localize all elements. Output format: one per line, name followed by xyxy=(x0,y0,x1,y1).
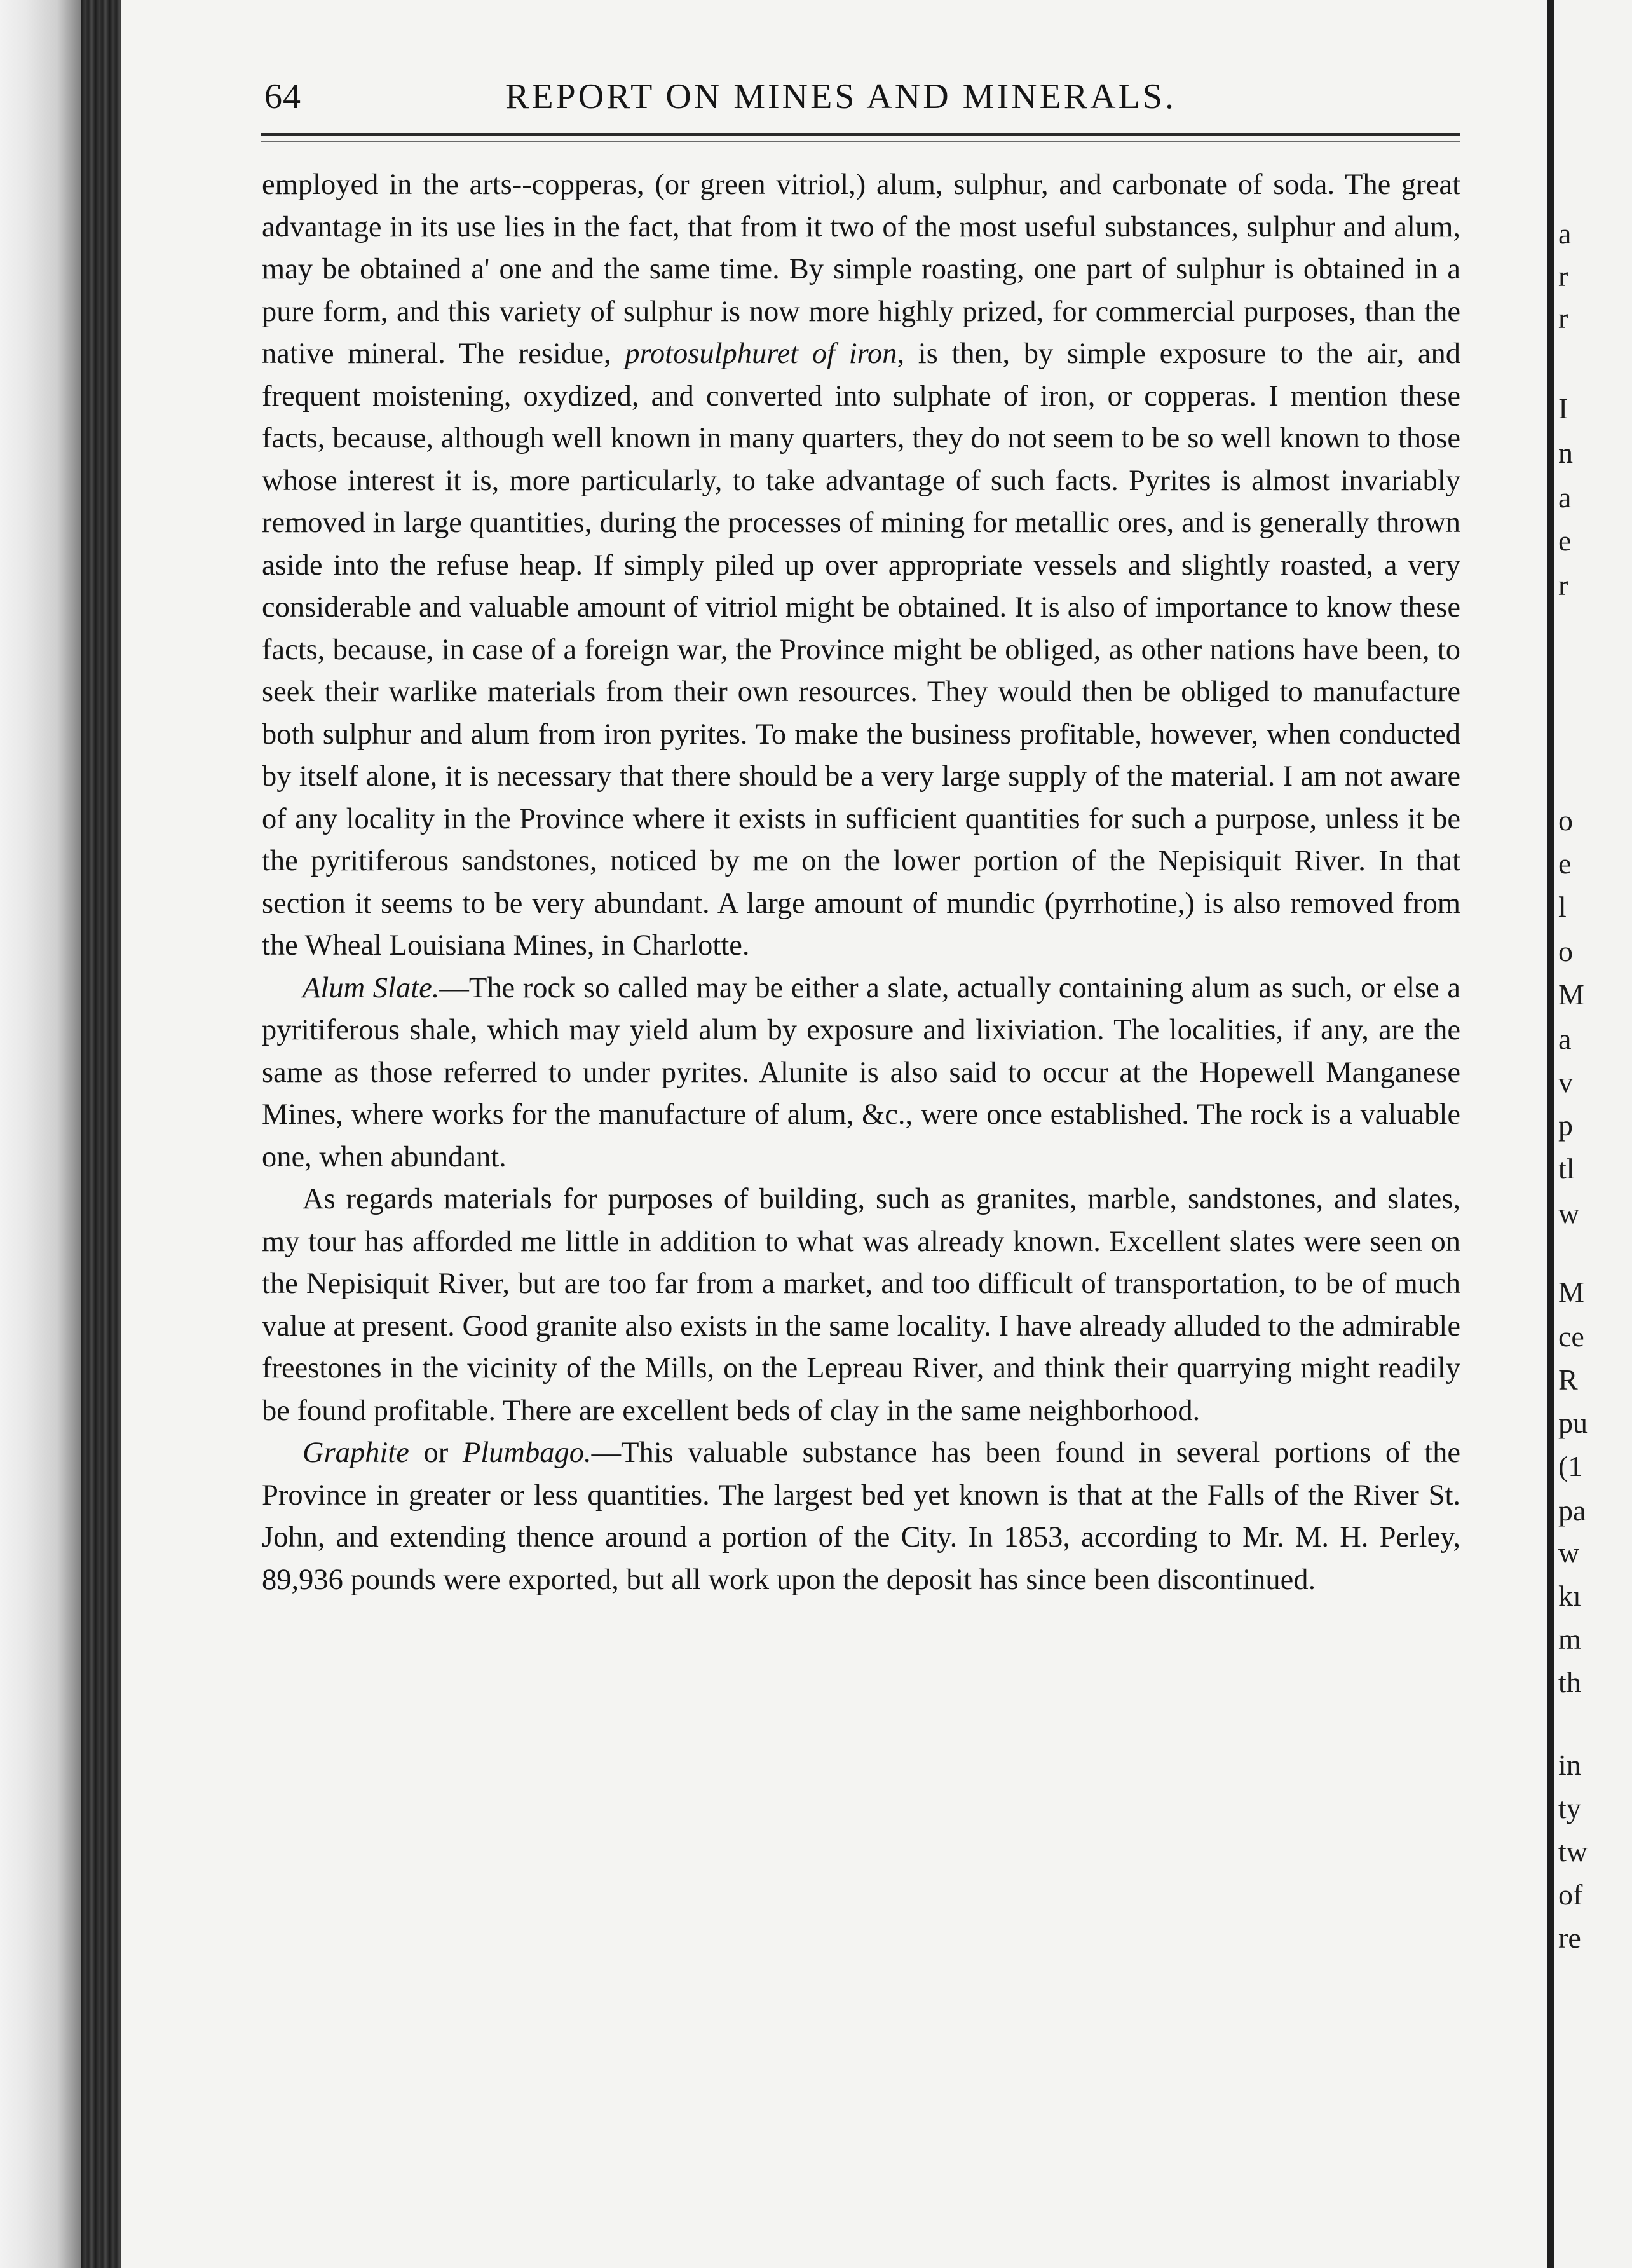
paragraph-text: , is then, by simple exposure to the air, and frequent moistening, oxydized, and converted into sulphate of iron, or copperas. I mention these facts, because, although well known in many quarters, they do not seem to be so well known to those whose interest it is, more particularly, to take advantage of such facts. Pyrites is almost invariably removed in large quantities, during the processes of mining for metallic ores, and is generally thrown aside into the refuse heap. If simply piled up over appropriate vessels and slightly roasted, a very considerable and valuable amount of vitriol might be obtained. It is also of importance to know these facts, because, in case of a foreign war, the Province might be obliged, as other nations have been, to seek their warlike materials from their own resources. They would then be obliged to manufacture both sulphur and alum from iron pyrites. To make the business profitable, however, when conducted by itself alone, it is necessary that there should be a very large supply of the material. I am not aware of any locality in the Province where it exists in sufficient quantities for such a purpose, unless it be the pyritiferous sandstones, noticed by me on the lower portion of the Nepisiquit River. In that section it seems to be very abundant. A large amount of mundic (pyrrhotine,) is also removed from the Wheal Louisiana Mines, in Charlotte. xyxy=(262,338,1460,962)
running-title: REPORT ON MINES AND MINERALS. xyxy=(505,77,1176,116)
facing-page-fragment: a xyxy=(1558,481,1572,514)
facing-page-fragment: th xyxy=(1558,1666,1581,1698)
facing-page-fragments xyxy=(1554,0,1632,2268)
book-binding xyxy=(81,0,121,2268)
facing-page-fragment: e xyxy=(1558,524,1572,557)
facing-page-fragment: re xyxy=(1558,1922,1581,1954)
facing-page-fragment: pu xyxy=(1558,1407,1588,1439)
section-heading-plumbago: Plumbago. xyxy=(462,1437,592,1469)
facing-page-fragment: m xyxy=(1558,1623,1581,1655)
facing-page-fragment: R xyxy=(1558,1363,1578,1396)
facing-page-fragment: pa xyxy=(1558,1494,1586,1527)
facing-page-fragment: ty xyxy=(1558,1792,1581,1824)
facing-page-fragment: M xyxy=(1558,1276,1584,1308)
italic-term: protosulphuret of iron xyxy=(625,338,897,370)
facing-page-fragment: n xyxy=(1558,437,1573,469)
facing-page-fragment: in xyxy=(1558,1749,1581,1781)
facing-page-fragment: ce xyxy=(1558,1320,1584,1353)
facing-page-edge xyxy=(1554,0,1632,2268)
facing-page-fragment: v xyxy=(1558,1066,1573,1098)
facing-page-fragment: r xyxy=(1558,260,1568,292)
facing-page-fragment: l xyxy=(1558,891,1567,923)
facing-page-fragment: p xyxy=(1558,1109,1573,1142)
facing-page-fragment: I xyxy=(1558,392,1568,425)
page-gutter xyxy=(1547,0,1554,2268)
section-heading-graphite: Graphite xyxy=(303,1437,409,1469)
facing-page-fragment: tw xyxy=(1558,1835,1588,1868)
facing-page-fragment: w xyxy=(1558,1197,1580,1229)
page-number: 64 xyxy=(264,77,301,116)
facing-page-fragment: kı xyxy=(1558,1580,1581,1612)
facing-page-fragment: w xyxy=(1558,1536,1580,1569)
header-rule xyxy=(261,133,1460,136)
facing-page-fragment: o xyxy=(1558,935,1573,967)
facing-page-fragment: M xyxy=(1558,978,1584,1011)
facing-page-fragment: of xyxy=(1558,1878,1583,1911)
section-heading-alum-slate: Alum Slate. xyxy=(303,971,440,1004)
paragraph-building-materials xyxy=(262,1178,1460,1432)
paragraph-copperas xyxy=(262,164,1460,967)
facing-page-fragment: r xyxy=(1558,302,1568,334)
paragraph-text: or xyxy=(409,1437,463,1469)
body-text xyxy=(262,164,1460,1601)
paragraph-text: —This valuable substance has been found in several portions of the Province in greater or less quantities. The largest bed yet known is that at the Falls of the River St. John, and extending thence around a portion of the City. In 1853, according to Mr. M. H. Perley, 89,936 pounds were exported, but all work upon the deposit has since been discontinued. xyxy=(262,1437,1460,1596)
paragraph-text: —The rock so called may be either a slate, actually containing alum as such, or else a pyritiferous shale, which may yield alum by exposure and lixiviation. The localities, if any, are the same as those referred to under pyrites. Alunite is also said to occur at the Hopewell Manganese Mines, where works for the manufacture of alum, &c., were once established. The rock is a valuable one, when abundant. xyxy=(262,971,1460,1173)
facing-page-fragment: (1 xyxy=(1558,1450,1583,1482)
paragraph-text: employed in the arts--copperas, (or green vitriol,) alum, sulphur, and carbonate of soda. The great advantage in its use lies in the fact, that from it two of the most useful substances, sulphur and alum, may be obtained a' one and the same time. By simple roasting, one part of sulphur is obtained in a pure form, and this variety of sulphur is now more highly prized, for commercial purposes, than the native mineral. The residue, xyxy=(262,168,1460,370)
paragraph-alum-slate xyxy=(262,967,1460,1179)
facing-page-fragment: o xyxy=(1558,804,1573,837)
paragraph-text: As regards materials for purposes of building, such as granites, marble, sandstones, and slates, my tour has afforded me little in addition to what was already known. Excellent slates were seen on the Nepisiquit River, but are too far from a market, and too difficult of transportation, to be of much value at present. Good granite also exists in the same locality. I have already alluded to the admirable freestones in the vicinity of the Mills, on the Lepreau River, and think their quarrying might readily be found profitable. There are excellent beds of clay in the same neighborhood. xyxy=(262,1183,1460,1427)
page-header xyxy=(121,76,1547,127)
header-rule-thin xyxy=(261,141,1460,142)
facing-page-fragment: a xyxy=(1558,217,1572,250)
facing-page-fragment: r xyxy=(1558,569,1568,601)
facing-page-fragment: e xyxy=(1558,847,1572,880)
facing-page-fragment: tl xyxy=(1558,1152,1575,1185)
paragraph-graphite xyxy=(262,1432,1460,1601)
book-page xyxy=(121,0,1547,2268)
facing-page-fragment: a xyxy=(1558,1023,1572,1055)
